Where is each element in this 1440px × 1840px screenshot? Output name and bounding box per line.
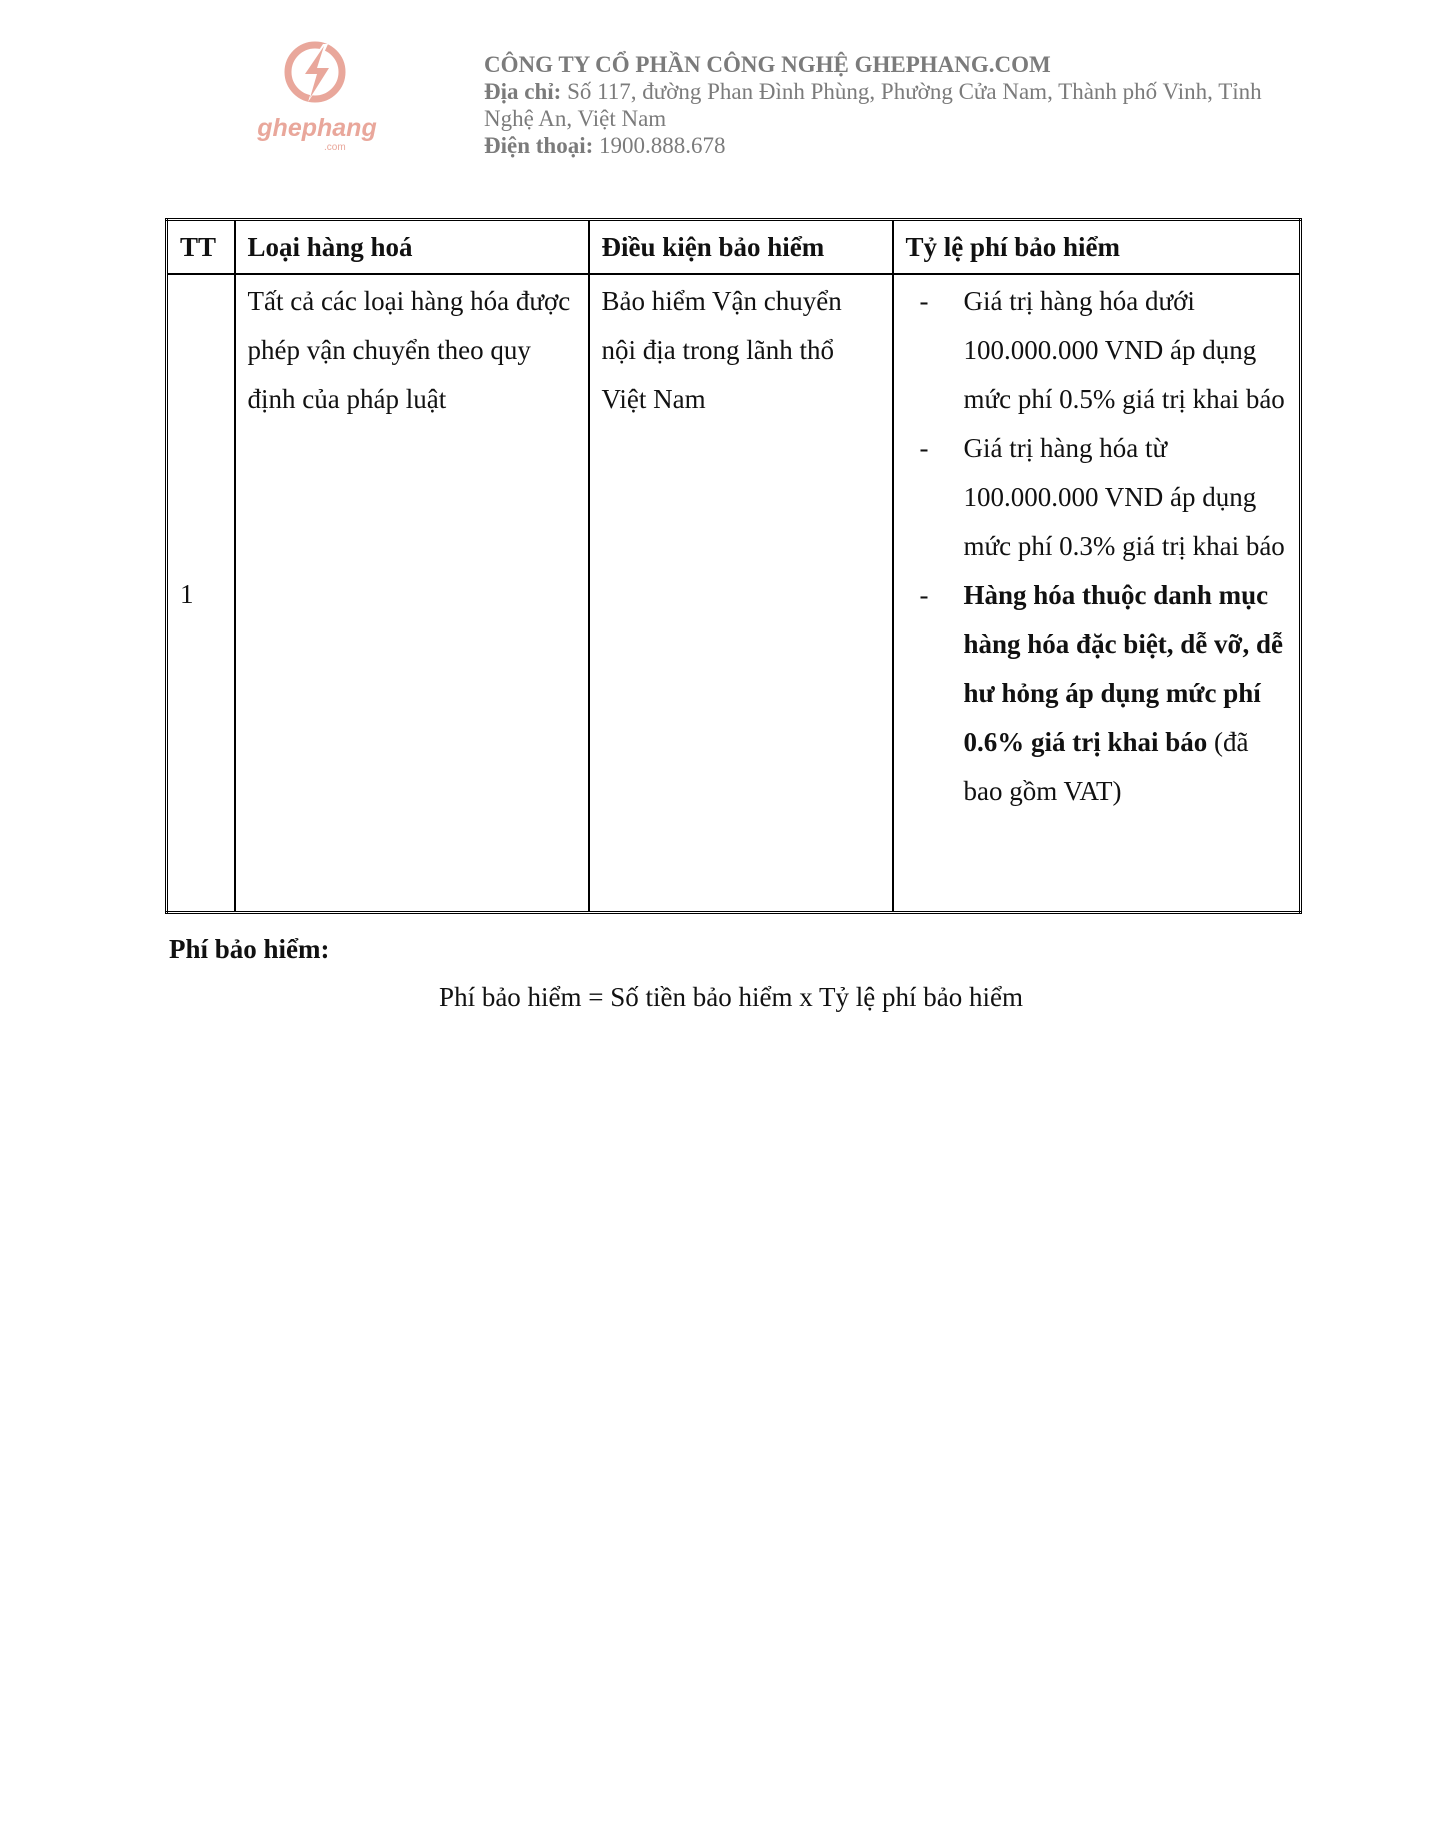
rate-item [906, 424, 1288, 571]
fee-label: Phí bảo hiểm: [169, 934, 330, 964]
company-address [484, 78, 1304, 132]
header-fee-rate: Tỷ lệ phí bảo hiểm [893, 220, 1301, 275]
rate-text-vat-note: (đã bao gồm VAT) [963, 727, 1249, 806]
row-tt: 1 [167, 274, 235, 913]
fee-formula: Phí bảo hiểm = Số tiền bảo hiểm x Tỷ lệ phí bảo hiểm [439, 982, 1023, 1012]
header-goods-type: Loại hàng hoá [235, 220, 589, 275]
table-header-row [167, 220, 1301, 275]
address-value: Số 117, đường Phan Đình Phùng, Phường Cửa Nam, Thành phố Vinh, Tỉnh Nghệ An, Việt Nam [484, 79, 1262, 131]
company-phone [484, 132, 1304, 159]
table-row [167, 274, 1301, 913]
row-goods-type: Tất cả các loại hàng hóa được phép vận chuyển theo quy định của pháp luật [235, 274, 589, 913]
row-fee-rates [893, 274, 1301, 913]
rate-item [906, 571, 1288, 816]
company-logo [246, 36, 388, 153]
insurance-rate-table [165, 218, 1302, 914]
logo-wordmark: ghephang [257, 114, 377, 142]
header-insurance-condition: Điều kiện bảo hiểm [589, 220, 893, 275]
address-label: Địa chỉ: [484, 79, 562, 104]
rate-dash: - [919, 286, 929, 316]
rate-text [964, 571, 1288, 816]
rate-text: Giá trị hàng hóa từ 100.000.000 VND áp dụng mức phí 0.3% giá trị khai báo [963, 433, 1285, 561]
row-insurance-condition: Bảo hiểm Vận chuyển nội địa trong lãnh thổ Việt Nam [589, 274, 893, 913]
rate-text-bold: Hàng hóa thuộc danh mục hàng hóa đặc biệt, dễ vỡ, dễ hư hỏng áp dụng mức phí 0.6% giá trị khai báo [963, 580, 1283, 757]
rate-item [906, 277, 1288, 424]
company-header [484, 51, 1304, 159]
rate-text: Giá trị hàng hóa dưới 100.000.000 VND áp dụng mức phí 0.5% giá trị khai báo [963, 286, 1285, 414]
lightning-logo-icon [246, 36, 388, 116]
header-tt: TT [167, 220, 235, 275]
rate-dash: - [919, 580, 929, 610]
rate-dash: - [919, 433, 929, 463]
company-name: CÔNG TY CỔ PHẦN CÔNG NGHỆ GHEPHANG.COM [484, 52, 1051, 77]
phone-label: Điện thoại: [484, 133, 594, 158]
phone-value: 1900.888.678 [599, 133, 726, 158]
logo-domain: .com [324, 142, 346, 153]
